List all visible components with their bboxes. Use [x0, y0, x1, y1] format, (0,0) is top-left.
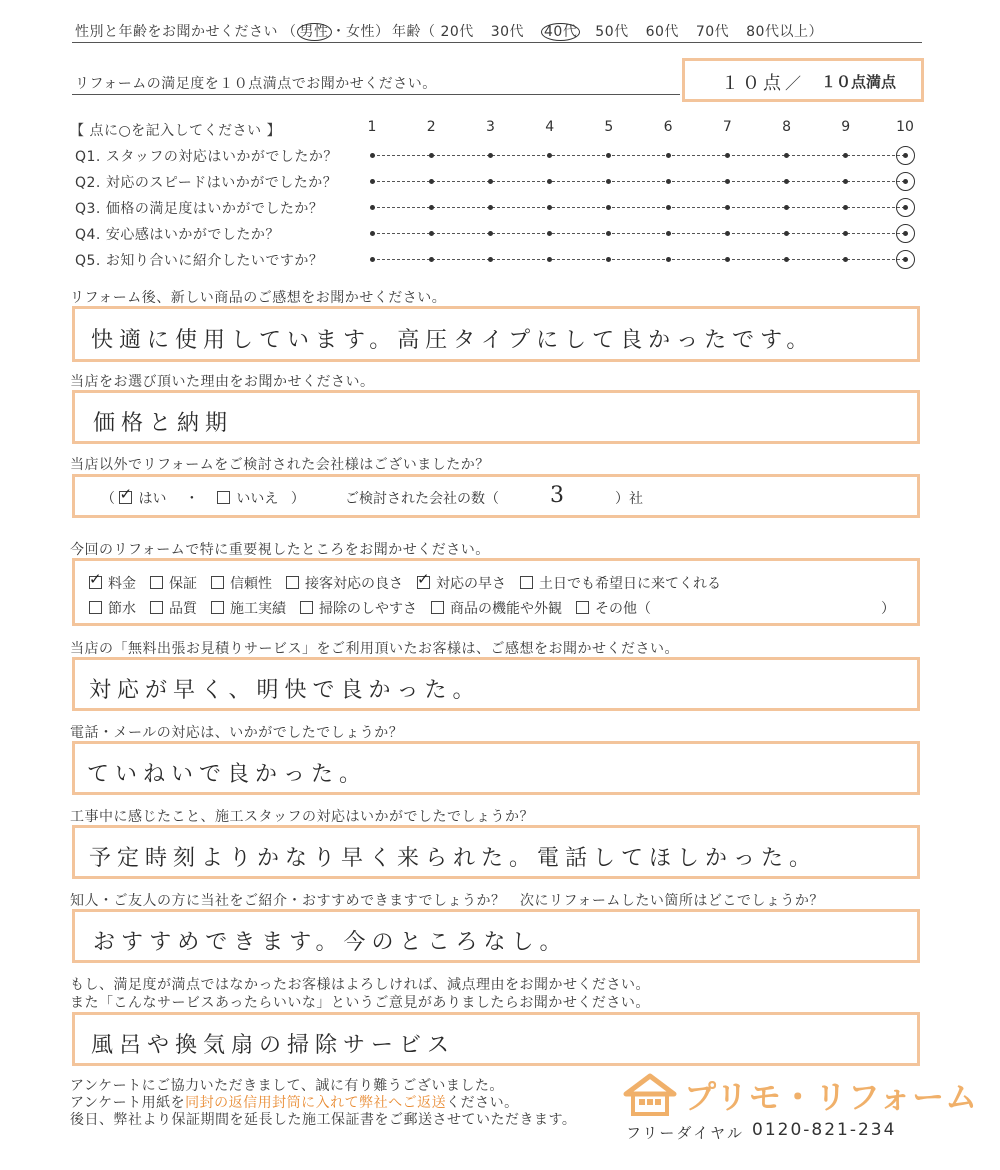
priority-checkbox[interactable]	[89, 576, 102, 589]
rating-point[interactable]	[547, 257, 552, 262]
satisfaction-score: １０点	[721, 73, 784, 94]
rating-point[interactable]	[725, 153, 730, 158]
referral-answer-box[interactable]	[72, 909, 920, 963]
rating-scale-line	[372, 207, 905, 208]
priority-checkbox[interactable]	[576, 601, 589, 614]
scale-number: 1	[367, 119, 377, 135]
priority-option[interactable]	[300, 601, 417, 617]
rating-point[interactable]	[429, 257, 434, 262]
question-label: Q4. 安心感はいかがでしたか？	[75, 227, 280, 243]
rating-point[interactable]	[547, 231, 552, 236]
rating-point[interactable]	[606, 257, 611, 262]
footer-warranty: 後日、弊社より保証期間を延長した施工保証書をご郵送させていただきます。	[70, 1112, 577, 1128]
rating-point[interactable]	[784, 179, 789, 184]
impressions-label: リフォーム後、新しい商品のご感想をお聞かせください。	[70, 290, 447, 306]
question-label: Q5. お知り合いに紹介したいですか？	[75, 253, 324, 269]
rating-point[interactable]	[843, 257, 848, 262]
rating-point[interactable]	[370, 153, 375, 158]
improvement-answer-box[interactable]	[72, 1012, 920, 1066]
freedial-label: フリーダイヤル	[626, 1124, 744, 1142]
priority-checkbox[interactable]	[211, 576, 224, 589]
priority-checkbox[interactable]	[300, 601, 313, 614]
rating-selected-circle	[896, 198, 915, 217]
referral-answer: おすすめできます。今のところなし。	[93, 930, 568, 955]
construction-answer-box[interactable]	[72, 825, 920, 879]
company-count: 3	[550, 483, 570, 508]
rating-point[interactable]	[429, 153, 434, 158]
brand-name: プリモ・リフォーム	[684, 1078, 979, 1116]
age-20[interactable]: 20代	[440, 24, 474, 40]
priority-label: 保証	[169, 576, 197, 592]
freedial-phone[interactable]: 0120-821-234	[752, 1120, 897, 1140]
phone-mail-answer: ていねいで良かった。	[87, 762, 368, 787]
priority-checkbox[interactable]	[150, 576, 163, 589]
yesno-sep: ・	[184, 491, 199, 507]
phone-mail-answer-box[interactable]	[72, 741, 920, 795]
age-label: 年齢（	[392, 24, 436, 40]
company-count-suffix: ）社	[615, 491, 643, 507]
rating-point[interactable]	[784, 257, 789, 262]
rating-selected-circle	[896, 224, 915, 243]
improvement-answer: 風呂や換気扇の掃除サービス	[91, 1033, 456, 1058]
rating-point[interactable]	[784, 205, 789, 210]
rating-point[interactable]	[370, 205, 375, 210]
satisfaction-underline	[72, 94, 680, 95]
footer-thanks: アンケートにご協力いただきまして、誠に有り難うございました。	[70, 1078, 504, 1094]
estimate-service-label: 当店の「無料出張お見積りサービス」をご利用頂いたお客様は、ご感想をお聞かせください。	[70, 641, 679, 657]
question-label: Q3. 価格の満足度はいかがでしたか？	[75, 201, 324, 217]
priority-option[interactable]	[520, 576, 721, 592]
rating-point[interactable]	[725, 205, 730, 210]
priority-label: 施工実績	[230, 601, 286, 617]
scale-number: 4	[545, 119, 555, 135]
rating-point[interactable]	[843, 231, 848, 236]
other-companies-yesno	[101, 488, 305, 508]
improvement-label-2: また「こんなサービスあったらいいな」というご意見がありましたらお聞かせください。	[70, 995, 650, 1011]
no-checkbox[interactable]	[217, 491, 230, 504]
rating-point[interactable]	[843, 153, 848, 158]
priority-option[interactable]	[89, 576, 136, 592]
rating-point[interactable]	[488, 153, 493, 158]
rating-point[interactable]	[606, 231, 611, 236]
priority-checkbox[interactable]	[89, 601, 102, 614]
rating-point[interactable]	[606, 179, 611, 184]
priority-checkbox[interactable]	[211, 601, 224, 614]
rating-point[interactable]	[606, 205, 611, 210]
scale-number: 6	[663, 119, 673, 135]
yes-checkbox[interactable]	[119, 491, 132, 504]
priority-label: 商品の機能や外観	[450, 601, 562, 617]
rating-point[interactable]	[488, 257, 493, 262]
footer-return-a: アンケート用紙を	[70, 1095, 186, 1111]
rating-scale-line	[372, 259, 905, 260]
yes-label: はい	[138, 491, 167, 507]
scale-number: 9	[841, 119, 851, 135]
priority-label: 土日でも希望日に来てくれる	[539, 576, 721, 592]
gender-options	[282, 21, 390, 41]
satisfaction-max: １０点満点	[821, 73, 897, 91]
rating-point[interactable]	[666, 205, 671, 210]
priority-label: 節水	[108, 601, 136, 617]
rating-point[interactable]	[429, 231, 434, 236]
age-50[interactable]: 50代	[595, 24, 629, 40]
rating-point[interactable]	[370, 231, 375, 236]
no-label: いいえ	[236, 491, 279, 507]
priority-option[interactable]	[576, 601, 651, 617]
scale-number: 7	[722, 119, 732, 135]
other-companies-open: （	[101, 491, 115, 507]
other-companies-label: 当店以外でリフォームをご検討された会社様はございましたか？	[70, 457, 490, 473]
priorities-other-close: ）	[881, 601, 895, 617]
house-logo-icon	[622, 1072, 678, 1122]
priority-option[interactable]	[417, 576, 506, 592]
priorities-row2	[89, 598, 665, 618]
rating-point[interactable]	[784, 153, 789, 158]
rating-point[interactable]	[547, 179, 552, 184]
rating-point[interactable]	[725, 231, 730, 236]
priority-option[interactable]	[89, 601, 136, 617]
priority-option[interactable]	[211, 576, 272, 592]
rating-point[interactable]	[843, 179, 848, 184]
rating-scale-line	[372, 181, 905, 182]
rating-selected-circle	[896, 250, 915, 269]
priority-label: その他（	[595, 601, 651, 617]
priority-option[interactable]	[286, 576, 403, 592]
rating-point[interactable]	[725, 257, 730, 262]
gender-sep: ・	[331, 24, 346, 40]
priorities-label: 今回のリフォームで特に重要視したところをお聞かせください。	[70, 542, 490, 558]
priority-option[interactable]	[211, 601, 286, 617]
priority-label: 接客対応の良さ	[305, 576, 403, 592]
construction-answer: 予定時刻よりかなり早く来られた。電話してほしかった。	[89, 846, 818, 871]
priority-option[interactable]	[150, 576, 197, 592]
priority-label: 品質	[169, 601, 197, 617]
age-40[interactable]: 40代	[541, 23, 580, 41]
other-companies-box[interactable]	[72, 474, 920, 518]
gender-open: （	[282, 24, 297, 40]
footer-return-highlight: 同封の返信用封筒に入れて弊社へご返送	[185, 1095, 447, 1111]
other-companies-close: ）	[290, 491, 305, 507]
estimate-service-answer: 対応が早く、明快で良かった。	[89, 678, 481, 703]
rating-point[interactable]	[606, 153, 611, 158]
age-60[interactable]: 60代	[645, 24, 679, 40]
rating-selected-circle	[896, 146, 915, 165]
priorities-box	[72, 558, 920, 626]
rating-point[interactable]	[666, 179, 671, 184]
priority-checkbox[interactable]	[520, 576, 533, 589]
age-30[interactable]: 30代	[490, 24, 525, 40]
company-count-label: ご検討された会社の数（	[345, 491, 499, 507]
construction-label: 工事中に感じたこと、施工スタッフの対応はいかがでしたでしょうか？	[70, 809, 534, 825]
demographics-label: 性別と年齢をお聞かせください	[75, 24, 278, 40]
rating-scale-line	[372, 155, 905, 156]
scale-number: 8	[782, 119, 791, 135]
rating-instruction: 【 点に○を記入してください 】	[70, 123, 282, 139]
priority-label: 掃除のしやすさ	[319, 601, 417, 617]
rating-point[interactable]	[666, 153, 671, 158]
demographics-underline	[72, 42, 922, 43]
rating-scale-line	[372, 233, 905, 234]
age-70[interactable]: 70代	[695, 24, 730, 40]
priority-checkbox[interactable]	[286, 576, 299, 589]
rating-point[interactable]	[725, 179, 730, 184]
priority-checkbox[interactable]	[431, 601, 444, 614]
footer-return-b: ください。	[446, 1095, 519, 1111]
rating-point[interactable]	[784, 231, 789, 236]
impressions-answer-box[interactable]	[72, 306, 920, 362]
rating-point[interactable]	[666, 257, 671, 262]
gender-close: ）	[375, 24, 390, 40]
satisfaction-label: リフォームの満足度を１０点満点でお聞かせください。	[75, 76, 437, 92]
rating-point[interactable]	[547, 153, 552, 158]
rating-point[interactable]	[370, 257, 375, 262]
rating-selected-circle	[896, 172, 915, 191]
priority-option[interactable]	[150, 601, 197, 617]
priority-checkbox[interactable]	[417, 576, 430, 589]
gender-female[interactable]: 女性	[346, 24, 375, 40]
reason-label: 当店をお選び頂いた理由をお聞かせください。	[70, 374, 375, 390]
improvement-label-1: もし、満足度が満点ではなかったお客様はよろしければ、減点理由をお聞かせください。	[70, 977, 650, 993]
rating-point[interactable]	[370, 179, 375, 184]
referral-label: 知人・ご友人の方に当社をご紹介・おすすめできますでしょうか？ 次にリフォームしたい箇所はどこでしょうか？	[70, 893, 824, 909]
age-80[interactable]: 80代以上）	[746, 24, 823, 40]
rating-point[interactable]	[547, 205, 552, 210]
reason-answer-box[interactable]	[72, 390, 920, 444]
scale-number: 3	[485, 119, 495, 135]
priority-label: 対応の早さ	[436, 576, 506, 592]
rating-point[interactable]	[429, 179, 434, 184]
phone-mail-label: 電話・メールの対応は、いかがでしたでしょうか？	[70, 725, 404, 741]
rating-point[interactable]	[843, 205, 848, 210]
age-options	[392, 21, 823, 41]
priority-checkbox[interactable]	[150, 601, 163, 614]
scale-number: 5	[604, 119, 614, 135]
priority-label: 料金	[108, 576, 136, 592]
satisfaction-score-box[interactable]	[682, 58, 924, 102]
rating-point[interactable]	[488, 205, 493, 210]
rating-point[interactable]	[488, 179, 493, 184]
priorities-row1	[89, 573, 735, 593]
impressions-answer: 快適に使用しています。高圧タイプにして良かったです。	[91, 328, 815, 353]
satisfaction-slash: ／	[785, 74, 802, 93]
gender-male[interactable]: 男性	[297, 23, 332, 41]
question-label: Q1. スタッフの対応はいかがでしたか？	[75, 149, 338, 165]
rating-point[interactable]	[429, 205, 434, 210]
priority-option[interactable]	[431, 601, 562, 617]
scale-number: 2	[426, 119, 436, 135]
scale-number: 10	[896, 119, 914, 135]
rating-point[interactable]	[666, 231, 671, 236]
estimate-service-answer-box[interactable]	[72, 657, 920, 711]
reason-answer: 価格と納期	[93, 411, 234, 436]
priority-label: 信頼性	[230, 576, 272, 592]
question-label: Q2. 対応のスピードはいかがでしたか？	[75, 175, 338, 191]
rating-point[interactable]	[488, 231, 493, 236]
